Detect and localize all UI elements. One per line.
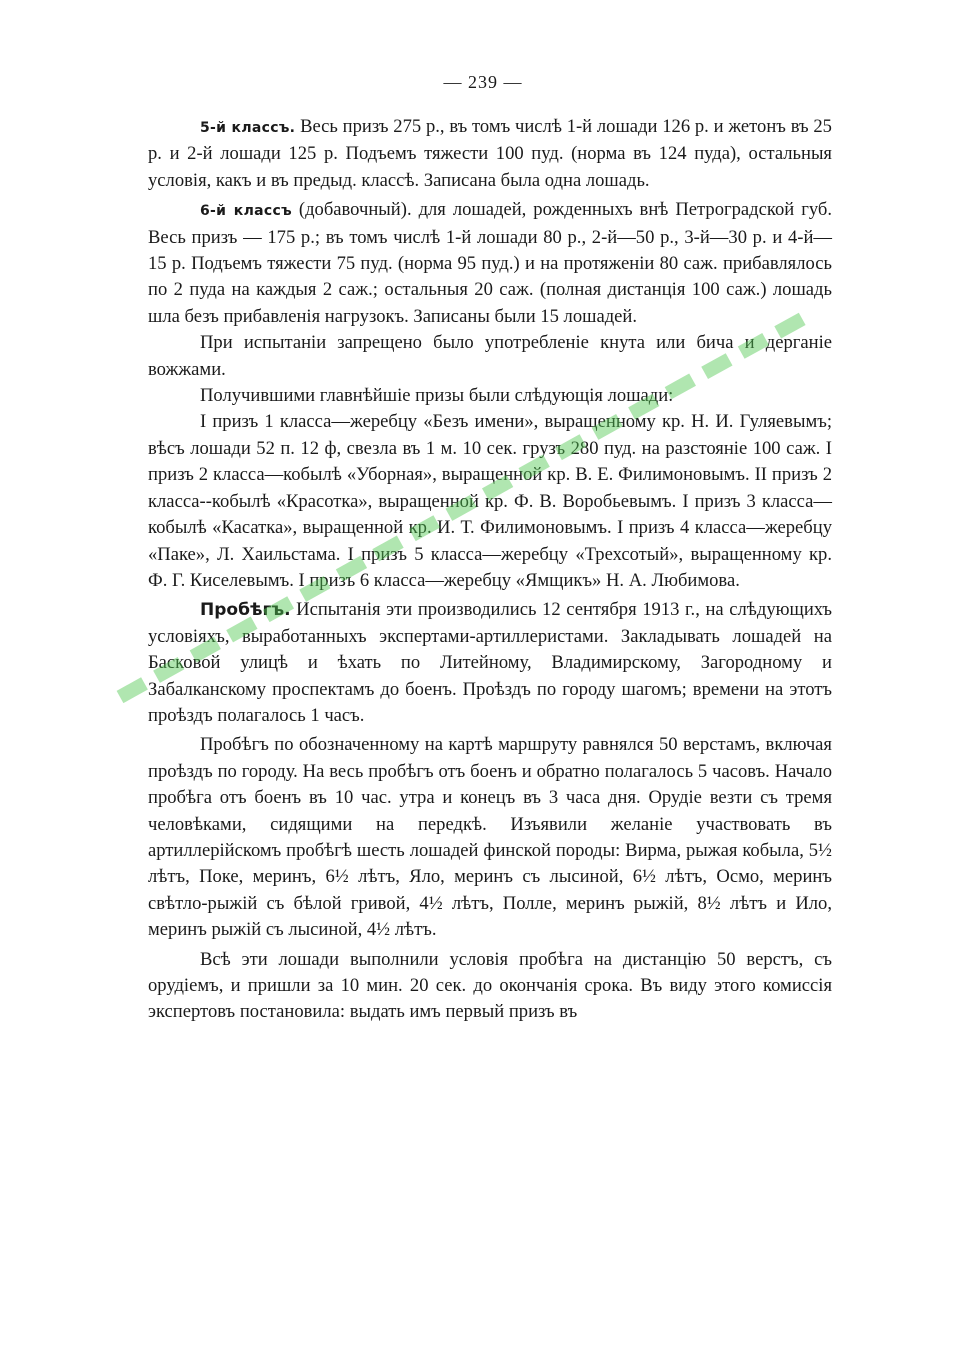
paragraph-winners-list	[148, 409, 832, 594]
paragraph-result	[148, 947, 832, 1026]
paragraph-text: Всѣ эти лошади выполнили условія пробѣга на дистанцію 50 верстъ, съ орудіемъ, и пришли за 10 мин. 20 сек. до окончанія срока. Въ виду этого комиссія экспертовъ постановила: выдать имъ первый призъ въ	[148, 948, 832, 1023]
paragraph-probeg	[148, 597, 832, 729]
paragraph-text: I призъ 1 класса—жеребцу «Безъ имени», выращенному кр. Н. И. Гуляевымъ; вѣсъ лошади 52 п. 12 ф, свезла въ 1 м. 10 сек. грузъ 280 пуд. на разстояніе 100 саж. I призъ 2 класса—кобылѣ «Уборная», выращенной кр. В. Е. Филимоновымъ. II призъ 2 класса--кобылѣ «Красотка», выращенной кр. Ф. В. Воробьевымъ. I призъ 3 класса—кобылѣ «Касатка», выращенной кр. И. Т. Филимоновымъ. I призъ 4 класса—жеребцу «Паке», Л. Хаильстама. I призъ 5 класса—жеребцу «Трехсотый», выращенному кр. Ф. Г. Киселевымъ. I призъ 6 класса—жеребцу «Ямщикъ» Н. А. Любимова.	[148, 411, 832, 591]
body-text	[148, 114, 832, 1026]
paragraph-rules	[148, 330, 832, 383]
paragraph-text: Весь призъ 275 р., въ томъ числѣ 1-й лошади 126 р. и жетонъ въ 25 р. и 2-й лошади 125 р. Подъемъ тяжести 100 пуд. (норма въ 124 пуда), остальныя условія, какъ и въ предыд. классѣ. Записана была одна лошадь.	[148, 116, 832, 191]
paragraph-class-5	[148, 114, 832, 194]
paragraph-text: При испытаніи запрещено было употребленіе кнута или бича и дерганіе вожжами.	[148, 332, 832, 380]
page-number: — 239 —	[443, 72, 523, 92]
paragraph-text: Испытанія эти производились 12 сентября 1913 г., на слѣдующихъ условіяхъ, выработанныхъ экспертами-артиллеристами. Закладывать лошадей на Басковой улицѣ и ѣхать по Литейному, Владимирскому, Загородному и Забалканскому проспектамъ до боенъ. Проѣздъ по городу шагомъ; времени на этотъ проѣздъ полагалось 1 часъ.	[148, 599, 832, 726]
paragraph-lead: 5-й классъ.	[200, 120, 296, 136]
paragraph-class-6	[148, 197, 832, 330]
paragraph-route	[148, 732, 832, 943]
paragraph-text: Получившими главнѣйшіе призы были слѣдующія лошади:	[200, 385, 674, 407]
paragraph-lead: 6-й классъ	[200, 203, 292, 220]
paragraph-text: (добавочный). для лошадей, рожденныхъ внѣ Петроградской губ. Весь призъ — 175 р.; въ томъ числѣ 1-й лошади 80 р., 2-й—50 р., 3-й—30 р. и 4-й—15 р. Подъемъ тяжести 75 пуд. (норма 95 пуд.) и на протяженіи 80 саж. прибавлялось по 2 пуда на каждыя 2 саж.; остальныя 20 саж. (полная дистанція 100 саж.) лошадь шла безъ прибавленія нагрузокъ. Записаны были 15 лошадей.	[148, 199, 832, 327]
paragraph-winners-intro	[148, 383, 832, 409]
paragraph-text: Пробѣгъ по обозначенному на картѣ маршруту равнялся 50 верстамъ, включая проѣздъ по городу. На весь пробѣгъ отъ боенъ и обратно полагалось 5 часовъ. Начало пробѣга отъ боенъ въ 10 час. утра и конецъ въ 3 часа дня. Орудіе везти съ тремя человѣками, сидящими на передкѣ. Изъявили желаніе участвовать въ артиллерійскомъ пробѣгѣ шесть лошадей финской породы: Вирма, рыжая кобыла, 5½ лѣтъ, Поке, меринъ, 6½ лѣтъ, Яло, меринъ съ лысиной, 6½ лѣтъ, Осмо, меринъ свѣтло-рыжій съ бѣлой гривой, 4½ лѣтъ, Полле, меринъ рыжій, 8½ лѣтъ и Ило, меринъ рыжій съ лысиной, 4½ лѣтъ.	[148, 734, 832, 941]
paragraph-lead: Пробѣгъ.	[200, 600, 291, 621]
